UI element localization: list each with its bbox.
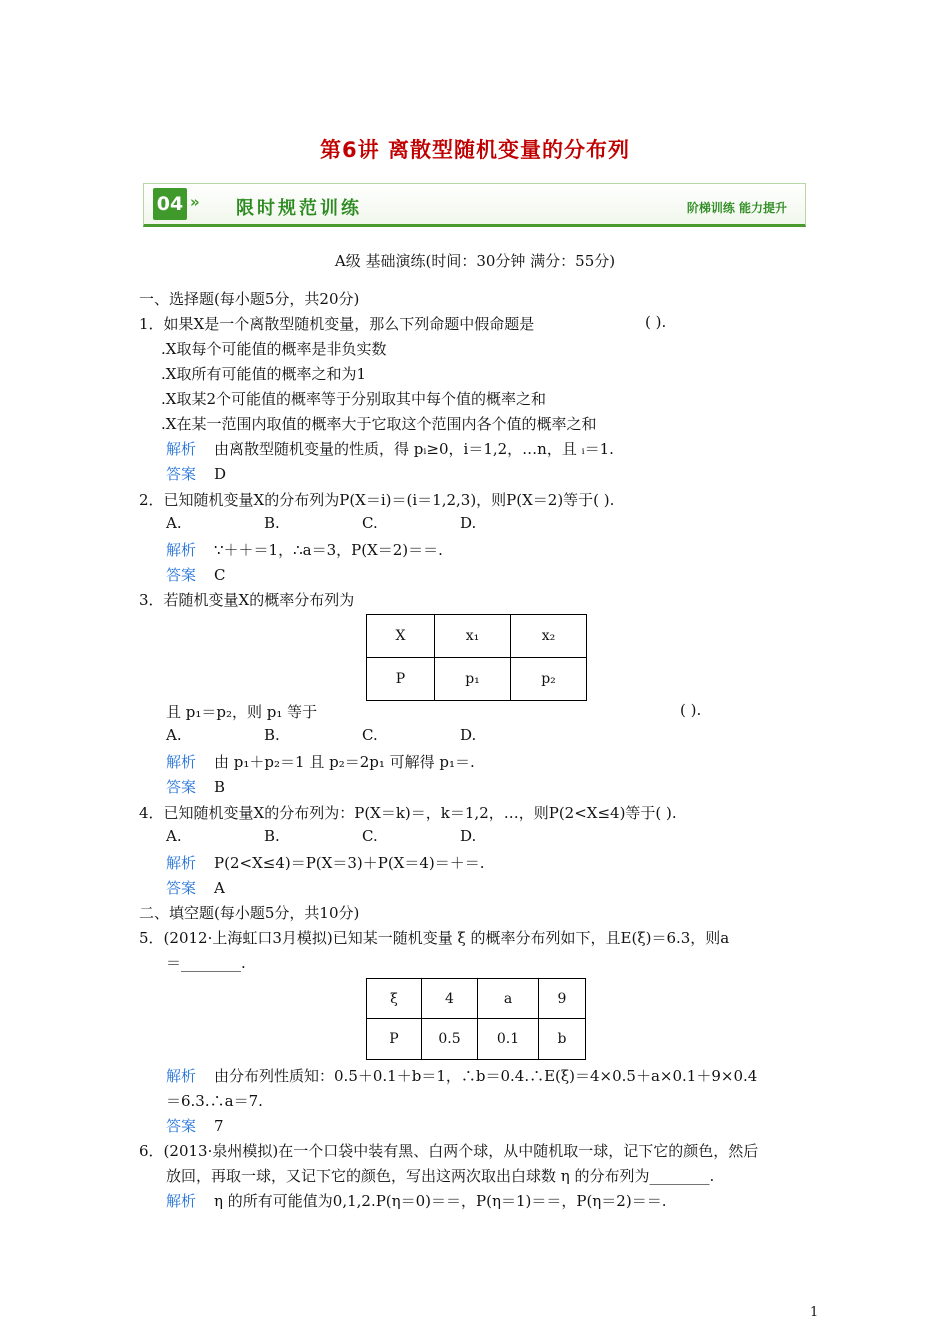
q3-paren: ( ).: [680, 701, 702, 719]
q3-options: [166, 726, 558, 744]
q1-option-b: .X取所有可能值的概率之和为1: [161, 365, 366, 383]
table-cell: x₁: [435, 615, 511, 658]
answer-label: 答案: [166, 1117, 197, 1135]
option: D.: [460, 726, 477, 744]
chevron-icon: »: [190, 193, 200, 211]
answer-label: 答案: [166, 566, 197, 584]
table-cell: P: [367, 1019, 422, 1060]
option: C.: [362, 514, 378, 532]
option: A.: [166, 827, 182, 845]
q4-analysis: [166, 852, 485, 873]
answer-label: 答案: [166, 879, 197, 897]
q2-answer: [166, 564, 226, 585]
q4-stem: 4．已知随机变量X的分布列为：P(X＝k)＝，k＝1,2，…，则P(2<X≤4)等于( ).: [139, 804, 677, 822]
q3-condition: 且 p₁＝p₂，则 p₁ 等于: [166, 703, 318, 721]
analysis-label: 解析: [166, 1067, 197, 1085]
q1-answer-text: D: [214, 465, 227, 483]
table-cell: 0.5: [422, 1019, 478, 1060]
q3-analysis: [166, 751, 475, 772]
answer-label: 答案: [166, 778, 197, 796]
q6-stem-line1: 6．(2013·泉州模拟)在一个口袋中装有黑、白两个球，从中随机取一球，记下它的颜色，然后: [139, 1142, 759, 1160]
q1-paren: ( ).: [645, 313, 667, 331]
q5-stem-line1: 5．(2012·上海虹口3月模拟)已知某一随机变量 ξ 的概率分布列如下，且E(ξ)＝6.3，则a: [139, 929, 730, 947]
q1-option-d: .X在某一范围内取值的概率大于它取这个范围内各个值的概率之和: [161, 415, 597, 433]
analysis-label: 解析: [166, 854, 197, 872]
table-row: [367, 658, 587, 701]
q5-analysis-text: 由分布列性质知：0.5＋0.1＋b＝1，∴b＝0.4.∴E(ξ)＝4×0.5＋a×0.1＋9×0.4: [214, 1067, 758, 1085]
q5-answer-text: 7: [214, 1117, 224, 1135]
q3-stem: 3．若随机变量X的概率分布列为: [139, 591, 355, 609]
option: A.: [166, 726, 182, 744]
option: C.: [362, 827, 378, 845]
table-cell: X: [367, 615, 435, 658]
q3-answer: [166, 776, 225, 797]
q3-answer-text: B: [214, 778, 226, 796]
q1-answer: [166, 463, 226, 484]
table-cell: ξ: [367, 979, 422, 1019]
q6-stem-line2: 放回，再取一球，又记下它的颜色，写出这两次取出白球数 η 的分布列为________.: [166, 1167, 715, 1185]
table-cell: x₂: [511, 615, 587, 658]
table-cell: a: [478, 979, 539, 1019]
q1-option-c: .X取某2个可能值的概率等于分别取其中每个值的概率之和: [161, 390, 546, 408]
option: D.: [460, 827, 477, 845]
table-row: [367, 615, 587, 658]
table-cell: p₁: [435, 658, 511, 701]
q3-analysis-text: 由 p₁＋p₂＝1 且 p₂＝2p₁ 可解得 p₁＝.: [214, 753, 475, 771]
q5-analysis-line2: ＝6.3.∴a＝7.: [166, 1092, 263, 1110]
page-number: 1: [810, 1305, 819, 1320]
option: B.: [264, 827, 280, 845]
q4-answer: [166, 877, 225, 898]
table-row: [367, 1019, 586, 1060]
option: C.: [362, 726, 378, 744]
option: B.: [264, 514, 280, 532]
analysis-label: 解析: [166, 541, 197, 559]
q6-analysis: [166, 1190, 666, 1211]
analysis-label: 解析: [166, 440, 197, 458]
q1-analysis: [166, 438, 614, 459]
analysis-label: 解析: [166, 753, 197, 771]
answer-label: 答案: [166, 465, 197, 483]
q5-answer: [166, 1115, 224, 1136]
page-title: 第6讲 离散型随机变量的分布列: [320, 138, 630, 162]
q4-answer-text: A: [214, 879, 225, 897]
q2-answer-text: C: [214, 566, 226, 584]
q2-analysis: [166, 539, 443, 560]
table-cell: b: [539, 1019, 586, 1060]
section-heading-choice: 一、选择题(每小题5分，共20分): [139, 290, 360, 308]
table-cell: 0.1: [478, 1019, 539, 1060]
section-heading-fill: 二、填空题(每小题5分，共10分): [139, 904, 360, 922]
analysis-label: 解析: [166, 1192, 197, 1210]
q2-stem: 2．已知随机变量X的分布列为P(X＝i)＝(i＝1,2,3)，则P(X＝2)等于( ).: [139, 491, 615, 509]
q5-analysis-line1: [166, 1065, 757, 1086]
q3-distribution-table: [366, 614, 587, 701]
table-cell: 4: [422, 979, 478, 1019]
banner-title: 限时规范训练: [236, 198, 362, 219]
option: D.: [460, 514, 477, 532]
q4-options: [166, 827, 558, 845]
q5-stem-line2: ＝________.: [166, 954, 246, 972]
q1-analysis-text: 由离散型随机变量的性质，得 pᵢ≥0，i＝1,2，…n，且 ᵢ＝1.: [214, 440, 614, 458]
section-banner: [143, 183, 806, 227]
q4-analysis-text: P(2<X≤4)＝P(X＝3)＋P(X＝4)＝＋＝.: [214, 854, 485, 872]
q2-options: [166, 514, 558, 532]
q5-distribution-table: [366, 978, 586, 1060]
level-heading: A级 基础演练(时间：30分钟 满分：55分): [334, 252, 616, 270]
table-cell: P: [367, 658, 435, 701]
q6-analysis-text: η 的所有可能值为0,1,2.P(η＝0)＝＝，P(η＝1)＝＝，P(η＝2)＝＝.: [214, 1192, 667, 1210]
q2-analysis-text: ∵＋＋＝1，∴a＝3，P(X＝2)＝＝.: [214, 541, 443, 559]
q1-stem: 1．如果X是一个离散型随机变量，那么下列命题中假命题是: [139, 315, 535, 333]
table-row: [367, 979, 586, 1019]
banner-subtitle: 阶梯训练 能力提升: [686, 201, 787, 215]
table-cell: p₂: [511, 658, 587, 701]
table-cell: 9: [539, 979, 586, 1019]
option: A.: [166, 514, 182, 532]
banner-badge: 04: [153, 188, 187, 220]
q1-option-a: .X取每个可能值的概率是非负实数: [161, 340, 387, 358]
option: B.: [264, 726, 280, 744]
